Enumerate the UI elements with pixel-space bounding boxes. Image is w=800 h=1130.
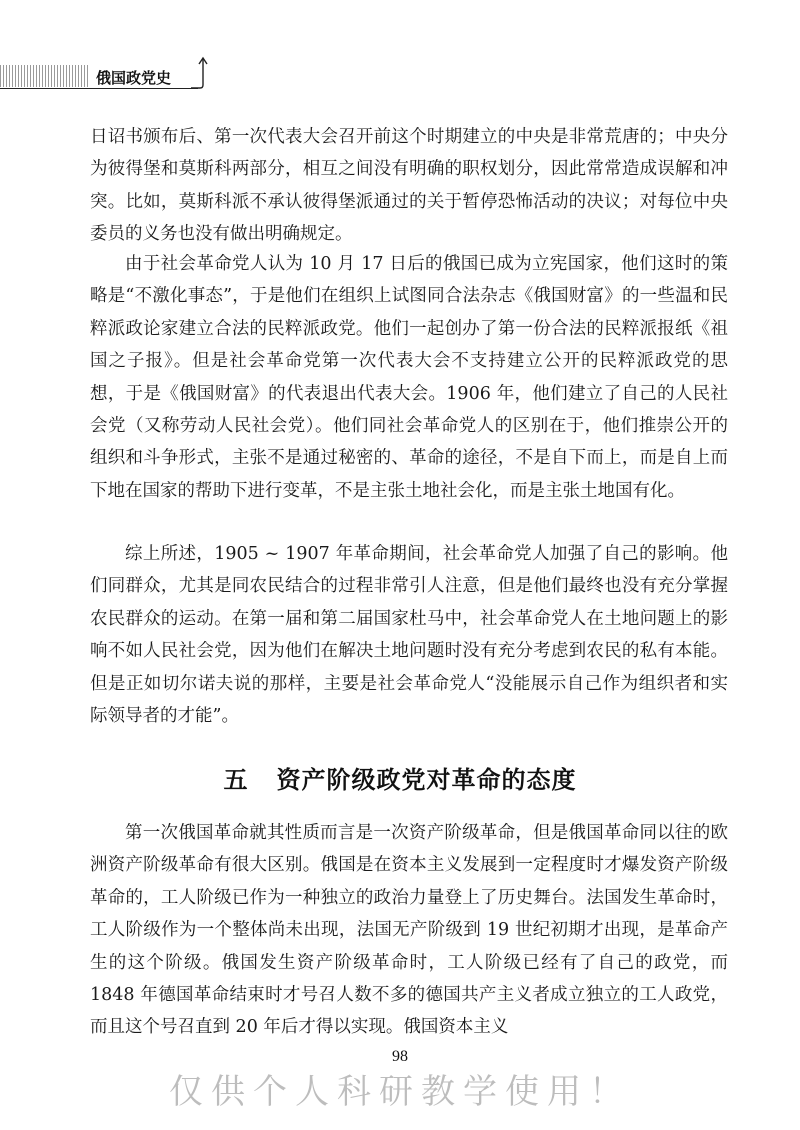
section-number: 五: [223, 766, 249, 794]
header-stripe-decoration: [0, 65, 90, 87]
section-title: 资产阶级政党对革命的态度: [276, 766, 577, 794]
watermark: 仅供个人科研教学使用！: [169, 1072, 631, 1112]
section-heading: [0, 760, 800, 795]
paragraph: 第一次俄国革命就其性质而言是一次资产阶级革命，但是俄国革命同以往的欧洲资产阶级革命有很大区别。俄国是在资本主义发展到一定程度时才爆发资产阶级革命的，工人阶级已作为一种独立的政治力量登上了历史舞台。法国发生革命时，工人阶级作为一个整体尚未出现，法国无产阶级到 19 世纪初期才出现，是革命产生的这个阶级。俄国发生资产阶级革命时，工人阶级已经有了自己的政党，而 1848 年德国革命结束时才号召人数不多的德国共产主义者成立独立的工人政党，而且这个号召直到 20 年后才得以实现。俄国资本主义: [90, 823, 728, 1038]
arrow-up-icon: [187, 55, 209, 95]
running-header: [0, 55, 230, 95]
book-title: 俄国政党史: [96, 69, 172, 87]
paragraph-continued: 日诏书颁布后、第一次代表大会召开前这个时期建立的中央是非常荒唐的；中央分为彼得堡和莫斯科两部分，相互之间没有明确的职权划分，因此常常造成误解和冲突。比如，莫斯科派不承认彼得堡派通过的关于暂停恐怖活动的决议；对每位中央委员的义务也没有做出明确规定。: [90, 127, 728, 245]
paragraph: 由于社会革命党人认为 10 月 17 日后的俄国已成为立宪国家，他们这时的策略是“不激化事态”，于是他们在组织上试图同合法杂志《俄国财富》的一些温和民粹派政论家建立合法的民粹派政党。他们一起创办了第一份合法的民粹派报纸《祖国之子报》。但是社会革命党第一次代表大会不支持建立公开的民粹派政党的思想，于是《俄国财富》的代表退出代表大会。1906 年，他们建立了自己的人民社会党（又称劳动人民社会党）。他们同社会革命党人的区别在于，他们推崇公开的组织和斗争形式，主张不是通过秘密的、革命的途径，不是自下而上，而是自上而下地在国家的帮助下进行变革，不是主张土地社会化，而是主张土地国有化。: [90, 254, 728, 501]
paragraph: 综上所述，1905 ~ 1907 年革命期间，社会革命党人加强了自己的影响。他们同群众，尤其是同农民结合的过程非常引人注意，但是他们最终也没有充分掌握农民群众的运动。在第一届和第二届国家杜马中，社会革命党人在土地问题上的影响不如人民社会党，因为他们在解决土地问题时没有充分考虑到农民的私有本能。但是正如切尔诺夫说的那样，主要是社会革命党人“没能展示自己作为组织者和实际领导者的才能”。: [90, 544, 728, 727]
header-rule: [0, 88, 198, 89]
page-number: 98: [392, 1048, 408, 1065]
